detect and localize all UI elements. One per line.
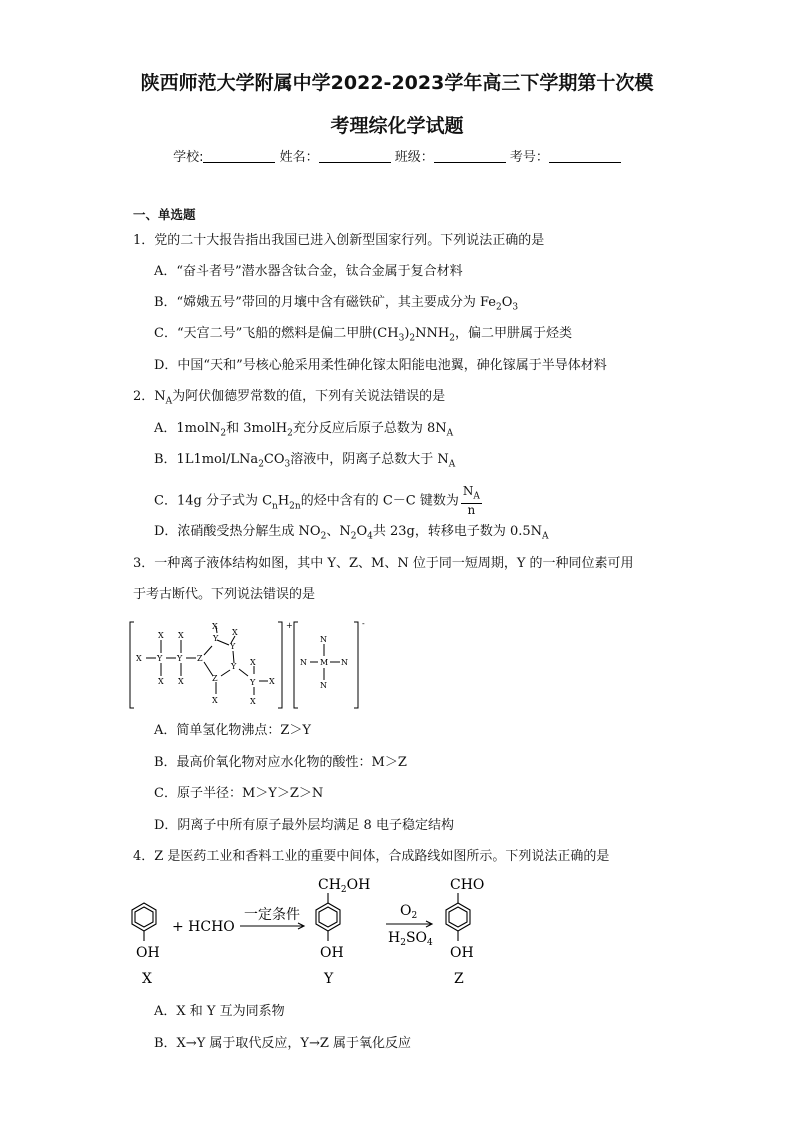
question-4-stem: 4．Z 是医药工业和香料工业的重要中间体，合成路线如图所示。下列说法正确的是 xyxy=(133,849,610,864)
svg-text:X: X xyxy=(158,677,164,686)
question-3-option-b: B．最高价氧化物对应水化物的酸性：M＞Z xyxy=(154,755,407,770)
question-2-option-c: C．14g 分子式为 $C_nH_{2n}$的烃中含有的 C－C 键数为 $\frac{N_A}{n}$ xyxy=(154,484,480,518)
class-blank xyxy=(434,150,506,163)
svg-text:M: M xyxy=(320,658,329,667)
label-z: Z xyxy=(454,971,464,987)
svg-text:X: X xyxy=(212,622,218,631)
question-2-option-a: A．1molN$_2$和 3molH$_2$充分反应后原子总数为 $8N_A$ xyxy=(154,421,454,439)
svg-text:X: X xyxy=(250,658,256,667)
class-label: 班级： xyxy=(394,150,434,165)
y-oh-label: OH xyxy=(320,945,344,961)
reagent-h2so4: $H_2SO_4$ xyxy=(388,930,433,948)
svg-text:X: X xyxy=(158,631,164,640)
svg-text:N: N xyxy=(341,658,348,667)
svg-text:Z: Z xyxy=(212,674,218,683)
question-2-option-b: B．$1L1mol/LNa_2CO_3$溶液中，阴离子总数大于 $N_A$ xyxy=(154,452,456,470)
svg-text:N: N xyxy=(300,658,307,667)
plus-hcho-label: + HCHO xyxy=(172,919,235,935)
ionic-liquid-structure-diagram xyxy=(128,618,368,710)
section-heading: 一、单选题 xyxy=(133,207,196,222)
svg-text:Y: Y xyxy=(230,642,236,651)
svg-text:Z: Z xyxy=(197,654,203,663)
question-3-option-a: A．简单氢化物沸点：Z＞Y xyxy=(154,723,312,738)
question-2-stem: 2．$N_A$为阿伏伽德罗常数的值，下列有关说法错误的是 xyxy=(133,389,446,407)
svg-text:Y: Y xyxy=(250,678,256,687)
svg-text:Y: Y xyxy=(177,654,183,663)
question-1-option-c: C．“天宫二号”飞船的燃料是偏二甲肼$(CH_3)_2NNH_2$，偏二甲肼属于烃类 xyxy=(154,326,572,344)
question-1-option-a: A．“奋斗者号”潜水器含钛合金，钛合金属于复合材料 xyxy=(154,264,463,279)
exam-title-line2: 考理综化学试题 xyxy=(330,115,464,137)
svg-text:X: X xyxy=(178,677,184,686)
svg-text:X: X xyxy=(250,697,256,706)
question-1-option-d: D．中国“天和”号核心舱采用柔性砷化镓太阳能电池翼，砷化镓属于半导体材料 xyxy=(154,358,607,373)
svg-text:+: + xyxy=(286,621,293,630)
student-info-row xyxy=(0,146,794,165)
y-ch2oh-label: $CH_2OH$ xyxy=(318,877,371,895)
svg-text:Y: Y xyxy=(157,654,163,663)
svg-text:N: N xyxy=(320,635,327,644)
z-oh-label: OH xyxy=(450,945,474,961)
synthesis-route-scheme xyxy=(128,873,508,991)
z-cho-label: CHO xyxy=(450,877,485,893)
question-3-stem-line1: 3．一种离子液体结构如图，其中 Y、Z、M、N 位于同一短周期，Y 的一种同位素可用 xyxy=(133,556,634,571)
condition-label: 一定条件 xyxy=(244,907,300,923)
question-2-option-d: D．浓硝酸受热分解生成 $NO_2$、$N_2O_4$共 23g，转移电子数为 $0.5N_A$ xyxy=(154,524,549,542)
svg-text:X: X xyxy=(136,654,142,663)
school-label: 学校: xyxy=(173,150,204,165)
school-blank xyxy=(203,150,275,163)
name-label: 姓名： xyxy=(279,150,319,165)
svg-text:X: X xyxy=(178,631,184,640)
svg-text:-: - xyxy=(362,619,365,628)
number-label: 考号： xyxy=(509,150,549,165)
question-1-stem: 1．党的二十大报告指出我国已进入创新型国家行列。下列说法正确的是 xyxy=(133,233,545,248)
label-x: X xyxy=(142,971,152,987)
question-4-option-a: A．X 和 Y 互为同系物 xyxy=(154,1004,285,1019)
question-1-option-b: B．“嫦娥五号”带回的月壤中含有磁铁矿，其主要成分为 $Fe_2O_3$ xyxy=(154,295,519,313)
label-y: Y xyxy=(324,971,334,987)
svg-text:X: X xyxy=(232,628,238,637)
svg-text:N: N xyxy=(320,681,327,690)
fraction-na-over-n: $\frac{N_A}{n}$ xyxy=(462,484,480,518)
name-blank xyxy=(319,150,391,163)
x-oh-label: OH xyxy=(136,945,160,961)
question-3-option-c: C．原子半径：M＞Y＞Z＞N xyxy=(154,786,324,801)
svg-text:X: X xyxy=(212,696,218,705)
svg-text:X: X xyxy=(269,677,275,686)
number-blank xyxy=(549,150,621,163)
exam-title-line1: 陕西师范大学附属中学2022-2023学年高三下学期第十次模 xyxy=(140,72,654,94)
svg-text:Y: Y xyxy=(213,634,219,643)
svg-text:Y: Y xyxy=(231,662,237,671)
question-4-option-b: B．X→Y 属于取代反应，Y→Z 属于氧化反应 xyxy=(154,1036,412,1051)
reagent-o2: $O_2$ xyxy=(400,903,418,921)
question-3-option-d: D．阴离子中所有原子最外层均满足 8 电子稳定结构 xyxy=(154,818,454,833)
question-3-stem-line2: 于考古断代。下列说法错误的是 xyxy=(133,587,316,602)
